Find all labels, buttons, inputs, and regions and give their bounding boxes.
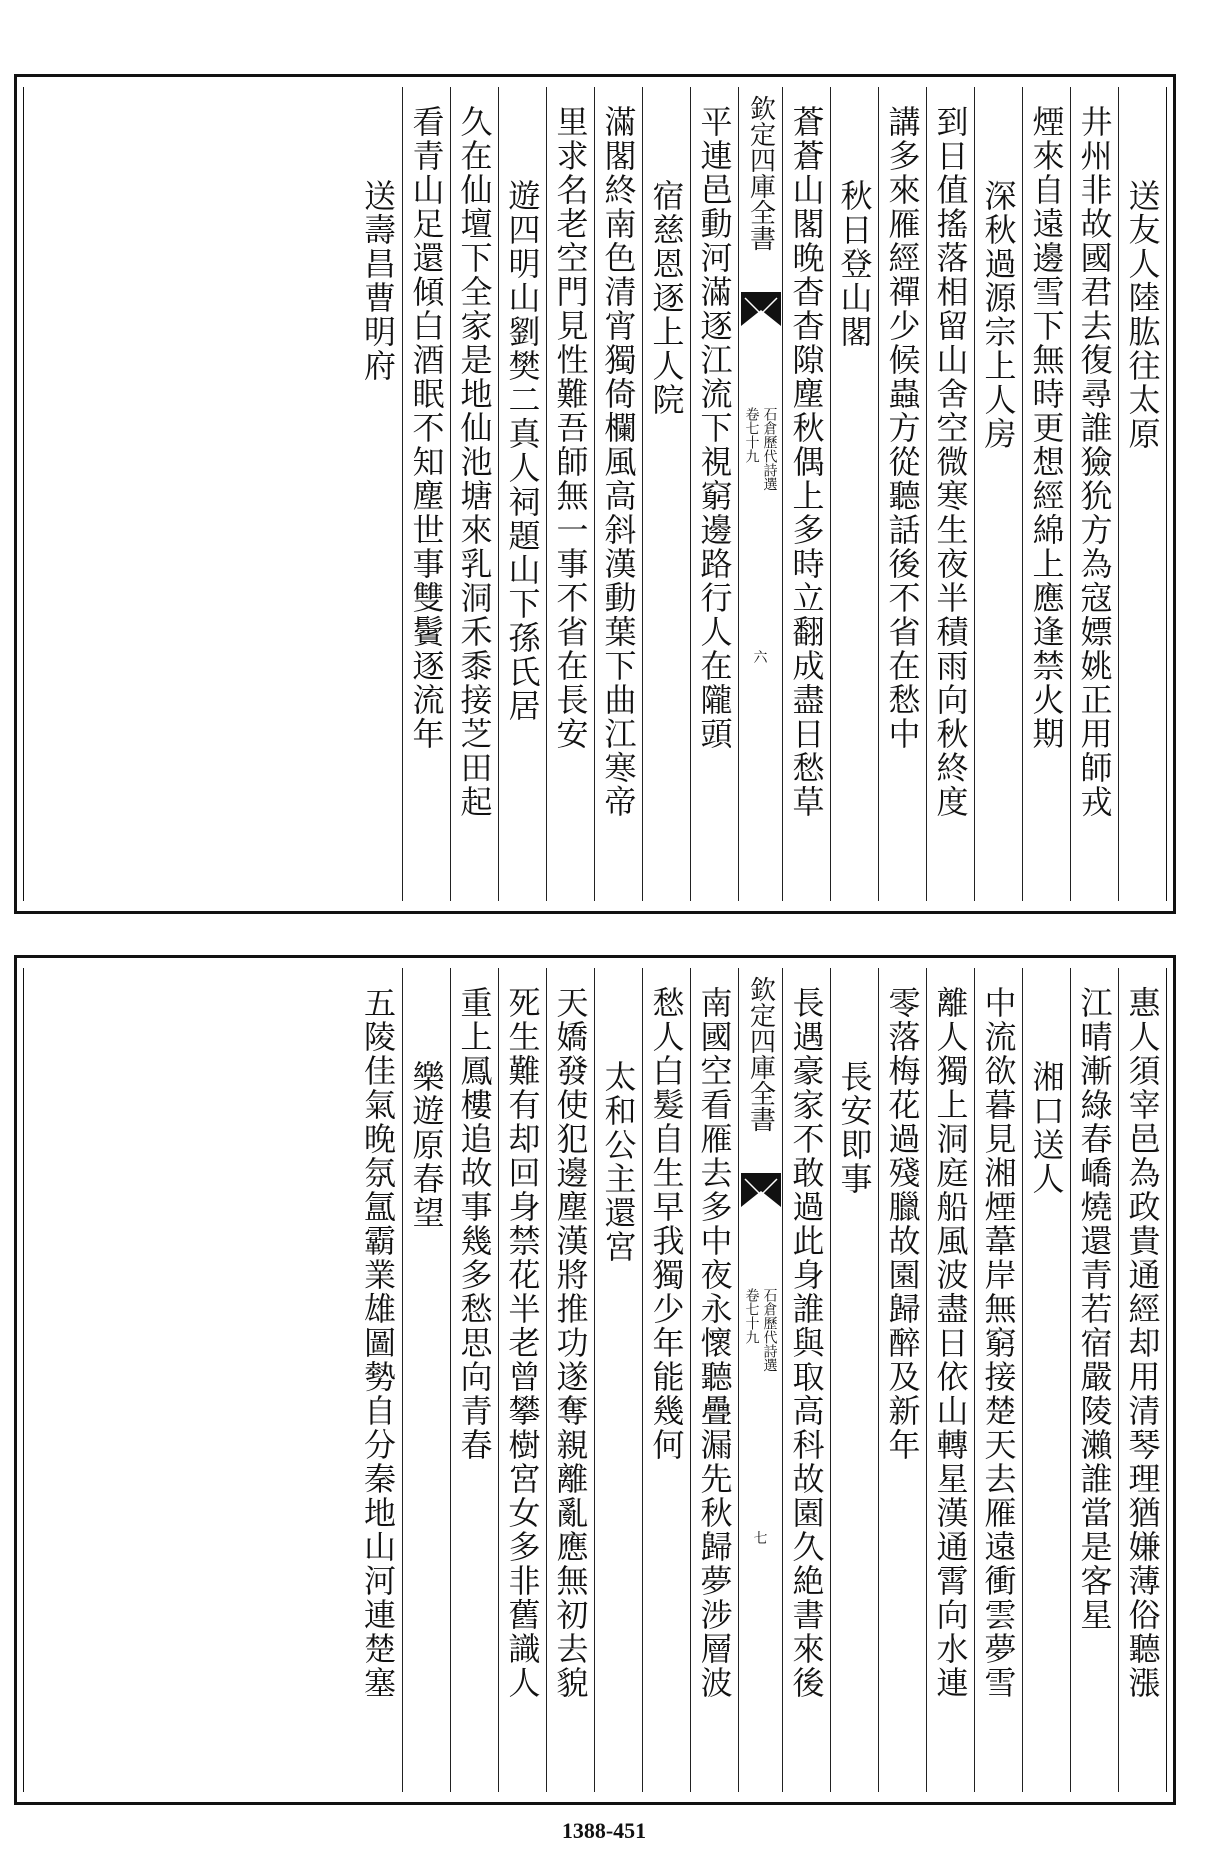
spine-subtitle xyxy=(739,1288,782,1372)
text-frame-top xyxy=(23,87,1167,901)
text-column xyxy=(354,968,402,1792)
page-top xyxy=(14,74,1176,914)
poem-line: 五陵佳氣晚氛氲霸業雄圖勢自分秦地山河連楚塞 xyxy=(359,986,397,1700)
fishtail-mark xyxy=(741,1173,781,1207)
page-number: 六 xyxy=(753,650,768,666)
text-column xyxy=(642,968,690,1792)
text-column xyxy=(450,87,498,901)
book-title: 欽定四庫全書 xyxy=(745,95,776,251)
text-column xyxy=(974,968,1022,1792)
poem-line: 重上鳳樓追故事幾多愁思向青春 xyxy=(455,986,494,1462)
text-column xyxy=(498,968,546,1792)
poem-line: 井州非故國君去復尋誰獫狁方為寇嫖姚正用師戎 xyxy=(1075,105,1114,819)
text-column xyxy=(830,87,878,901)
text-column xyxy=(402,968,450,1792)
poem-line: 南國空看雁去多中夜永懷聽疊漏先秋歸夢涉層波 xyxy=(695,986,734,1700)
poem-line: 久在仙壇下全家是地仙池塘來乳洞禾黍接芝田起 xyxy=(455,105,494,819)
page-number: 七 xyxy=(753,1531,768,1547)
poem-title: 深秋過源宗上人房 xyxy=(979,179,1018,451)
text-column xyxy=(878,87,926,901)
anthology-name: 石倉歷代詩選 xyxy=(761,407,778,491)
center-spine xyxy=(738,87,782,901)
poem-line: 滿閣終南色清宵獨倚欄風高斜漢動葉下曲江寒帝 xyxy=(599,105,638,819)
text-column xyxy=(782,87,830,901)
spine-subtitle xyxy=(739,407,782,491)
text-column xyxy=(830,968,878,1792)
poem-title: 送友人陸肱往太原 xyxy=(1123,179,1162,451)
poem-title: 秋日登山閣 xyxy=(835,179,874,349)
text-column xyxy=(1022,968,1070,1792)
poem-title: 遊四明山劉樊二真人祠題山下孫氏居 xyxy=(503,179,542,723)
poem-title: 宿慈恩逐上人院 xyxy=(647,179,686,417)
poem-line: 里求名老空門見性難吾師無一事不省在長安 xyxy=(551,105,590,751)
poem-line: 離人獨上洞庭船風波盡日依山轉星漢通霄向水連 xyxy=(931,986,970,1700)
poem-line: 中流欲暮見湘煙葦岸無窮接楚天去雁遠衝雲夢雪 xyxy=(979,986,1018,1700)
poem-line: 到日值搖落相留山舍空微寒生夜半積雨向秋終度 xyxy=(931,105,970,819)
poem-line: 愁人白髮自生早我獨少年能幾何 xyxy=(647,986,686,1462)
text-column xyxy=(354,87,402,901)
poem-line: 惠人須宰邑為政貴通經却用清琴理猶嫌薄俗聽漲 xyxy=(1123,986,1162,1700)
fishtail-mark xyxy=(741,292,781,326)
poem-line: 看青山足還傾白酒眠不知塵世事雙鬢逐流年 xyxy=(407,105,446,751)
poem-line: 蒼蒼山閣晚杳杳隙塵秋偶上多時立翻成盡日愁草 xyxy=(787,105,826,819)
volume-number: 卷七十九 xyxy=(743,407,760,463)
poem-title: 樂遊原春望 xyxy=(407,1060,446,1230)
text-column xyxy=(546,87,594,901)
poem-title: 太和公主還宮 xyxy=(599,1060,638,1264)
text-column xyxy=(1070,87,1118,901)
text-column xyxy=(974,87,1022,901)
poem-line: 煙來自遠邊雪下無時更想經綿上應逢禁火期 xyxy=(1027,105,1066,751)
poem-line: 平連邑動河滿逐江流下視窮邊路行人在隴頭 xyxy=(695,105,734,751)
text-column xyxy=(926,87,974,901)
poem-line: 講多來雁經禪少候蟲方從聽話後不省在愁中 xyxy=(883,105,922,751)
text-column xyxy=(878,968,926,1792)
poem-line: 零落梅花過殘臘故園歸醉及新年 xyxy=(883,986,922,1462)
text-frame-bottom xyxy=(23,968,1167,1792)
text-column xyxy=(642,87,690,901)
poem-title: 湘口送人 xyxy=(1027,1060,1066,1196)
text-column xyxy=(926,968,974,1792)
poem-title: 長安即事 xyxy=(835,1060,874,1196)
poem-line: 長遇豪家不敢過此身誰與取高科故園久絶書來後 xyxy=(787,986,826,1700)
page-bottom xyxy=(14,955,1176,1805)
poem-line: 江晴漸綠春嶠燒還青若宿嚴陵瀨誰當是客星 xyxy=(1075,986,1114,1632)
text-column xyxy=(546,968,594,1792)
poem-title: 送壽昌曹明府 xyxy=(359,179,397,383)
text-column xyxy=(594,968,642,1792)
text-column xyxy=(1118,87,1166,901)
text-column xyxy=(594,87,642,901)
text-column xyxy=(1022,87,1070,901)
center-spine xyxy=(738,968,782,1792)
book-title: 欽定四庫全書 xyxy=(745,976,776,1132)
text-column xyxy=(402,87,450,901)
poem-line: 天嬌發使犯邊塵漢將推功遂奪親離亂應無初去貌 xyxy=(551,986,590,1700)
page-footer-number: 1388-451 xyxy=(561,1818,647,1843)
volume-number: 卷七十九 xyxy=(743,1288,760,1344)
text-column xyxy=(1118,968,1166,1792)
text-column xyxy=(690,87,738,901)
text-column xyxy=(498,87,546,901)
text-column xyxy=(782,968,830,1792)
anthology-name: 石倉歷代詩選 xyxy=(761,1288,778,1372)
text-column xyxy=(690,968,738,1792)
text-column xyxy=(1070,968,1118,1792)
text-column xyxy=(450,968,498,1792)
poem-line: 死生難有却回身禁花半老曾攀樹宮女多非舊識人 xyxy=(503,986,542,1700)
